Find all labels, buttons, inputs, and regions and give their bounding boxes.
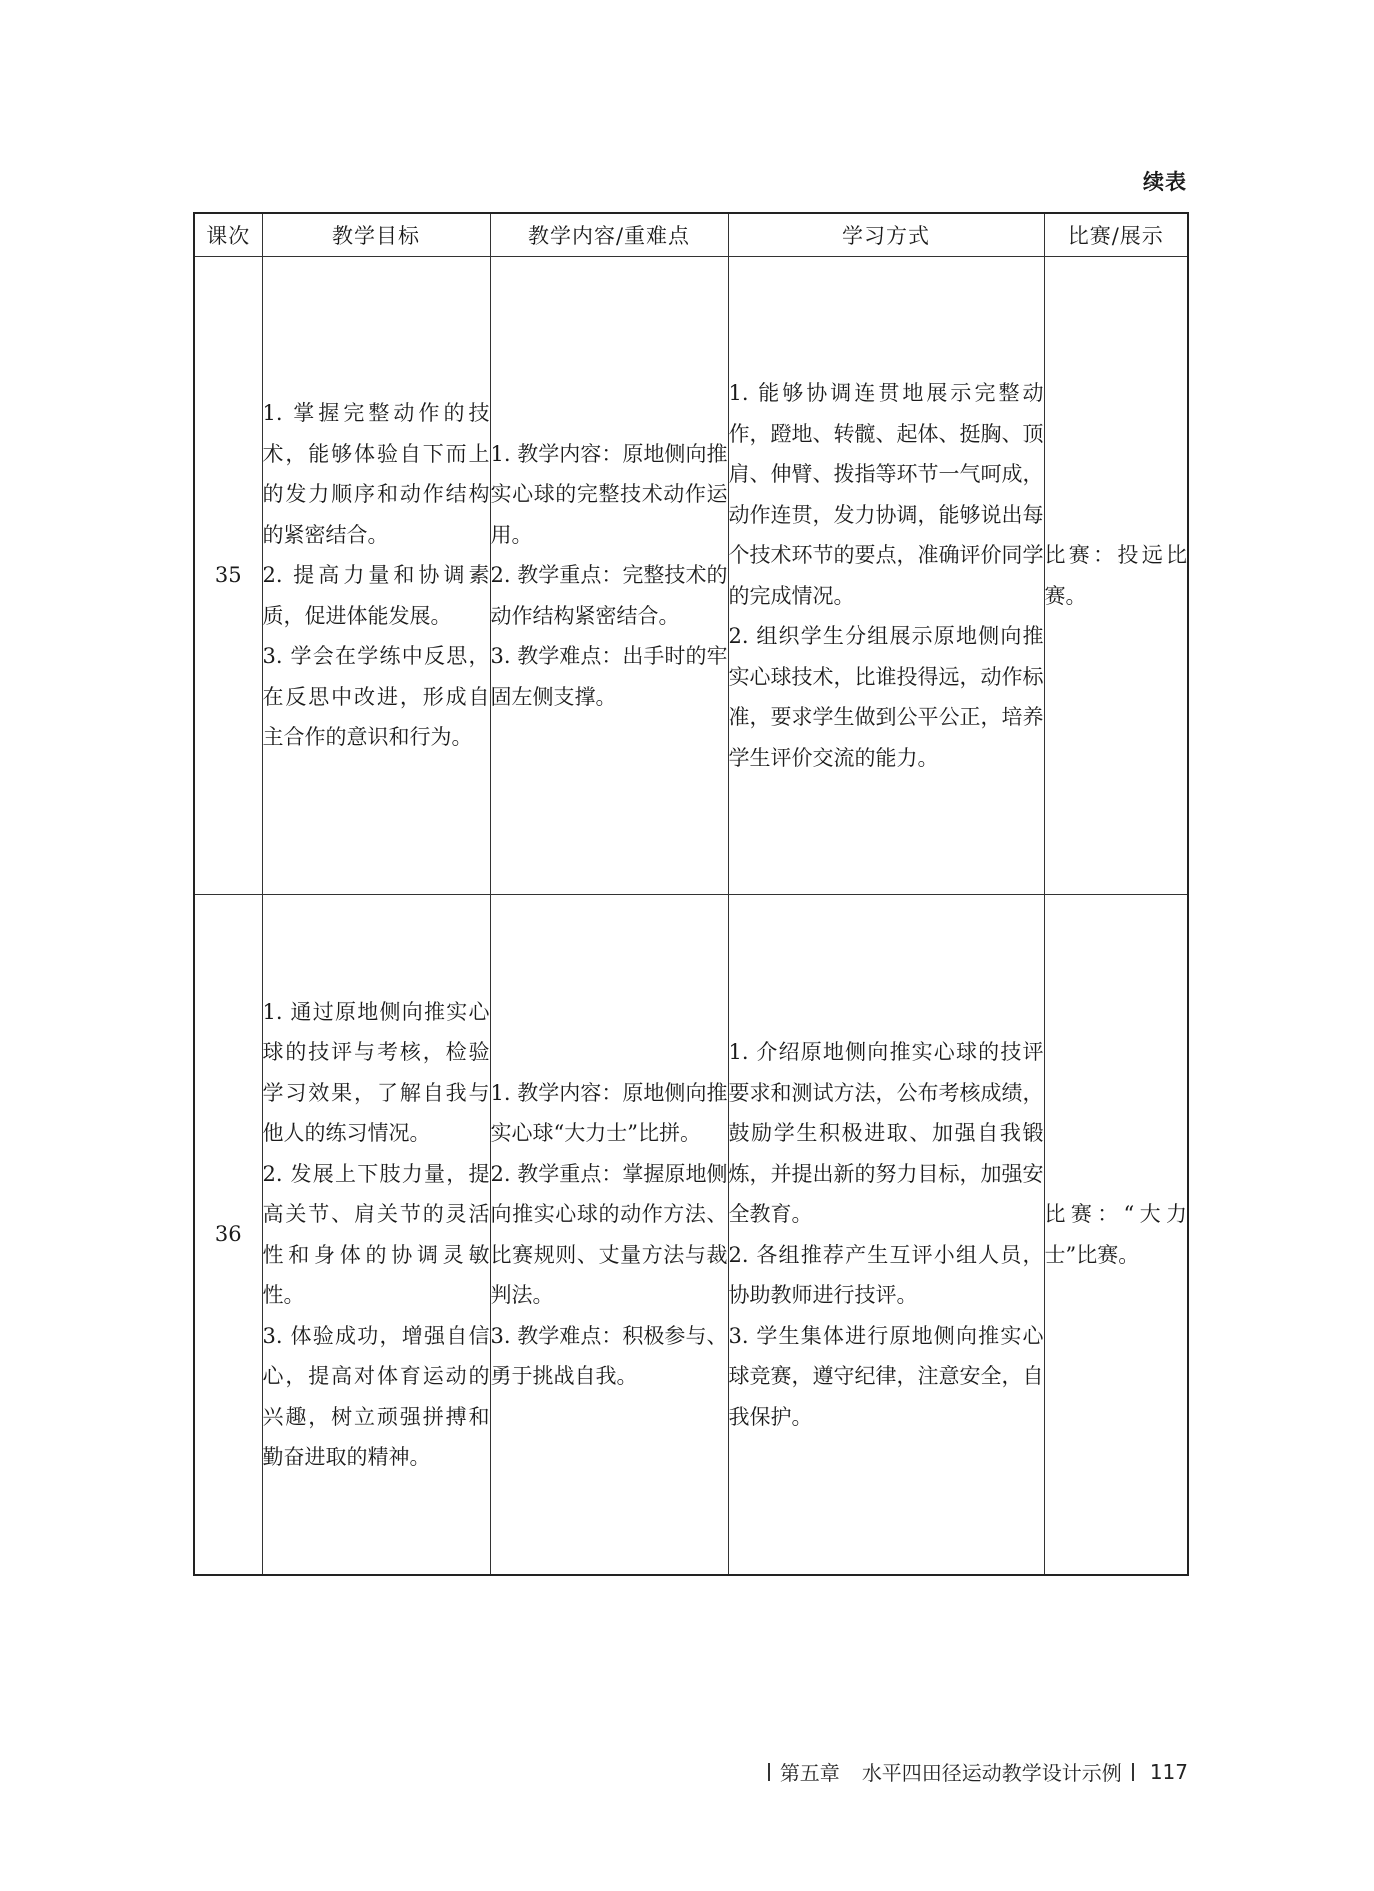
table-row (194, 257, 1188, 895)
footer-divider (1132, 1763, 1134, 1781)
method-item: 1. 介绍原地侧向推实心球的技评要求和测试方法，公布考核成绩，鼓励学生积极进取、加强自我锻炼，并提出新的努力目标，加强安全教育。 (728, 1040, 1044, 1226)
header-lesson: 课次 (194, 213, 262, 257)
header-methods: 学习方式 (728, 213, 1044, 257)
competition-cell: 比赛：“大力士”比赛。 (1044, 895, 1188, 1576)
goal-item: 1. 通过原地侧向推实心球的技评与考核，检验学习效果，了解自我与他人的练习情况。 (262, 999, 490, 1145)
page-number: 117 (1149, 1759, 1188, 1784)
table-row (194, 895, 1188, 1576)
footer-title: 水平四田径运动教学设计示例 (861, 1761, 1122, 1785)
goal-item: 1. 掌握完整动作的技术，能够体验自下而上的发力顺序和动作结构的紧密结合。 (262, 401, 490, 547)
content-cell (490, 895, 728, 1576)
goal-item: 2. 发展上下肢力量，提高关节、肩关节的灵活性和身体的协调灵敏性。 (262, 1161, 490, 1307)
goals-cell (262, 257, 490, 895)
content-item: 2. 教学重点：掌握原地侧向推实心球的动作方法、比赛规则、丈量方法与裁判法。 (490, 1161, 728, 1307)
page-footer (758, 1757, 1188, 1786)
method-item: 2. 组织学生分组展示原地侧向推实心球技术，比谁投得远，动作标准，要求学生做到公平公正，培养学生评价交流的能力。 (728, 624, 1044, 770)
footer-chapter: 第五章 (779, 1761, 840, 1785)
method-item: 3. 学生集体进行原地侧向推实心球竞赛，遵守纪律，注意安全，自我保护。 (728, 1323, 1044, 1429)
goals-cell (262, 895, 490, 1576)
method-item: 1. 能够协调连贯地展示完整动作，蹬地、转髋、起体、挺胸、顶肩、伸臂、拨指等环节一气呵成，动作连贯，发力协调，能够说出每个技术环节的要点，准确评价同学的完成情况。 (728, 381, 1044, 608)
methods-cell (728, 257, 1044, 895)
content-item: 3. 教学难点：积极参与、勇于挑战自我。 (490, 1323, 728, 1388)
table-header-row (194, 213, 1188, 257)
content-item: 1. 教学内容：原地侧向推实心球的完整技术动作运用。 (490, 441, 728, 547)
continued-label: 续表 (1143, 170, 1187, 194)
competition-cell: 比赛：投远比赛。 (1044, 257, 1188, 895)
footer-divider (768, 1763, 770, 1781)
header-competition: 比赛/展示 (1044, 213, 1188, 257)
content-item: 1. 教学内容：原地侧向推实心球“大力士”比拼。 (490, 1080, 728, 1145)
lesson-plan-table (193, 212, 1189, 1576)
methods-cell (728, 895, 1044, 1576)
method-item: 2. 各组推荐产生互评小组人员，协助教师进行技评。 (728, 1242, 1044, 1307)
header-content: 教学内容/重难点 (490, 213, 728, 257)
goal-item: 2. 提高力量和协调素质，促进体能发展。 (262, 563, 490, 628)
content-item: 2. 教学重点：完整技术的动作结构紧密结合。 (490, 563, 728, 628)
lesson-number: 35 (194, 257, 262, 895)
goal-item: 3. 学会在学练中反思，在反思中改进，形成自主合作的意识和行为。 (262, 644, 490, 750)
lesson-number: 36 (194, 895, 262, 1576)
goal-item: 3. 体验成功，增强自信心，提高对体育运动的兴趣，树立顽强拼搏和勤奋进取的精神。 (262, 1323, 490, 1469)
header-goals: 教学目标 (262, 213, 490, 257)
content-cell (490, 257, 728, 895)
content-item: 3. 教学难点：出手时的牢固左侧支撑。 (490, 644, 728, 709)
